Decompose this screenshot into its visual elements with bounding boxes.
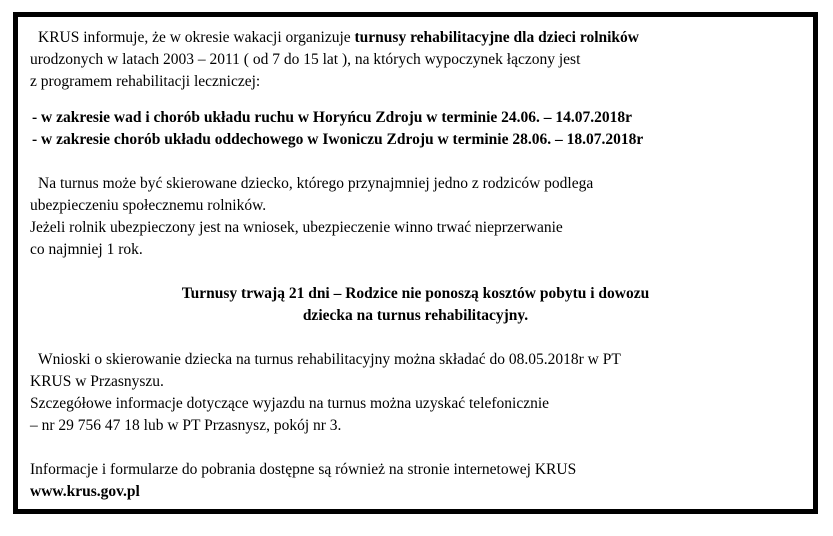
applications-line-2: KRUS w Przasnyszu. [30,373,164,390]
footer-url [30,481,801,503]
applications-line-1: Wnioski o skierowanie dziecka na turnus rehabilitacyjny można składać do 08.05.2018r w PT [38,351,621,368]
intro-line-3: z programem rehabilitacji leczniczej: [30,73,261,90]
applications-line-3: Szczegółowe informacje dotyczące wyjazdu na turnus można uzyskać telefonicznie [30,395,550,412]
intro-line-1 [30,27,801,49]
turnus-item-horyniec: - w zakresie wad i chorób układu ruchu w Horyńcu Zdroju w terminie 24.06. – 14.07.2018r [32,109,633,126]
krus-website-link: www.krus.gov.pl [30,483,140,500]
eligibility-line-2: ubezpieczeniu społecznemu rolników. [30,197,267,214]
eligibility-line-1: Na turnus może być skierowane dziecko, którego przynajmniej jedno z rodziców podlega [38,175,594,192]
intro-bold-text: turnusy rehabilitacyjne dla dzieci rolników [354,29,639,46]
spacer [30,151,801,173]
spacer [30,327,801,349]
spacer [30,93,801,107]
highlight-line-1: Turnusy trwają 21 dni – Rodzice nie ponoszą kosztów pobytu i dowozu [181,285,650,302]
intro-line-2: urodzonych w latach 2003 – 2011 ( od 7 do 15 lat ), na których wypoczynek łączony jest [30,51,581,68]
intro-text: KRUS informuje, że w okresie wakacji organizuje [38,29,355,46]
eligibility-line-3: Jeżeli rolnik ubezpieczony jest na wniosek, ubezpieczenie winno trwać nieprzerwanie [30,219,563,236]
spacer [30,437,801,459]
footer-line-1: Informacje i formularze do pobrania dostępne są również na stronie internetowej KRUS [30,461,577,478]
highlight-line-2: dziecka na turnus rehabilitacyjny. [302,307,529,324]
spacer [30,261,801,283]
eligibility-line-4: co najmniej 1 rok. [30,241,143,258]
turnus-item-iwonicz: - w zakresie chorób układu oddechowego w Iwoniczu Zdroju w terminie 28.06. – 18.07.2018r [32,131,644,148]
applications-line-4: – nr 29 756 47 18 lub w PT Przasnysz, pokój nr 3. [30,417,342,434]
announcement-box [13,12,818,514]
